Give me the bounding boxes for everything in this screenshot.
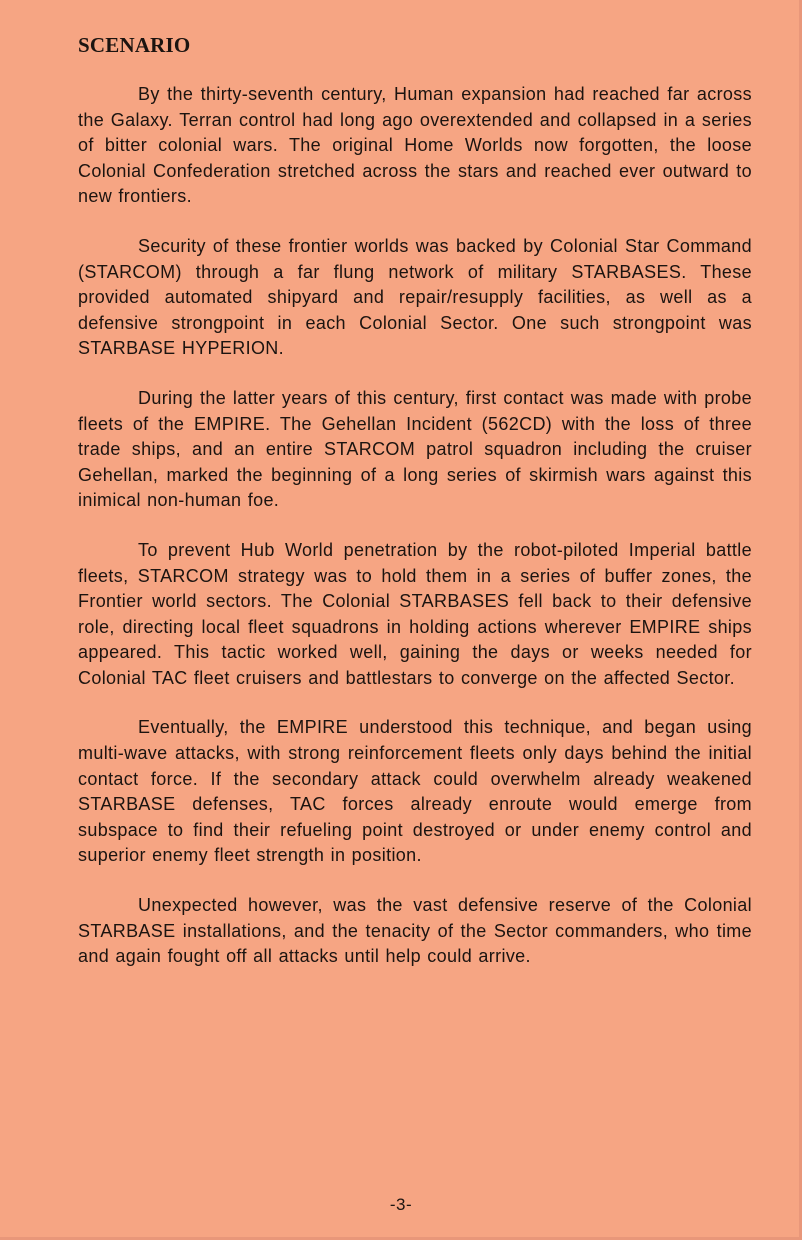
paragraph-2: Security of these frontier worlds was backed by Colonial Star Command (STARCOM) through a far flung network of military STARBASES. These provided automated shipyard and repair/resupply facilities, as well as a defensive strongpoint in each Colonial Sector. One such strongpoint was STARBASE HYPERION. — [78, 235, 752, 359]
page-number: -3- — [389, 1195, 413, 1214]
body-text — [78, 82, 752, 994]
paragraph-1: By the thirty-seventh century, Human expansion had reached far across the Galaxy. Terran control had long ago overextended and collapsed in a series of bitter colonial wars. The original Home Worlds now forgotten, the loose Colonial Confederation stretched across the stars and reached ever outward to new frontiers. — [78, 84, 752, 207]
section-heading: SCENARIO — [78, 33, 191, 57]
paragraph-5: Eventually, the EMPIRE understood this technique, and began using multi-wave attacks, with strong reinforcement fleets only days behind the initial contact force. If the secondary attack could overwhelm already weakened STARBASE defenses, TAC forces already enroute would emerge from subspace to find their refueling point destroyed or under enemy control and superior enemy fleet strength in position. — [78, 717, 752, 866]
paragraph-3: During the latter years of this century, first contact was made with probe fleets of the EMPIRE. The Gehellan Incident (562CD) with the loss of three trade ships, and an entire STARCOM patrol squadron including the cruiser Gehellan, marked the beginning of a long series of skirmish wars against this inimical non-human foe. — [78, 387, 752, 511]
paragraph-4: To prevent Hub World penetration by the robot-piloted Imperial battle fleets, STARCOM strategy was to hold them in a series of buffer zones, the Frontier world sectors. The Colonial STARBASES fell back to their defensive role, directing local fleet squadrons in holding actions wherever EMPIRE ships appeared. This tactic worked well, gaining the days or weeks needed for Colonial TAC fleet cruisers and battlestars to converge on the affected Sector. — [78, 539, 752, 688]
paragraph-6: Unexpected however, was the vast defensive reserve of the Colonial STARBASE installations, and the tenacity of the Sector commanders, who time and again fought off all attacks until help could arrive. — [78, 895, 752, 967]
